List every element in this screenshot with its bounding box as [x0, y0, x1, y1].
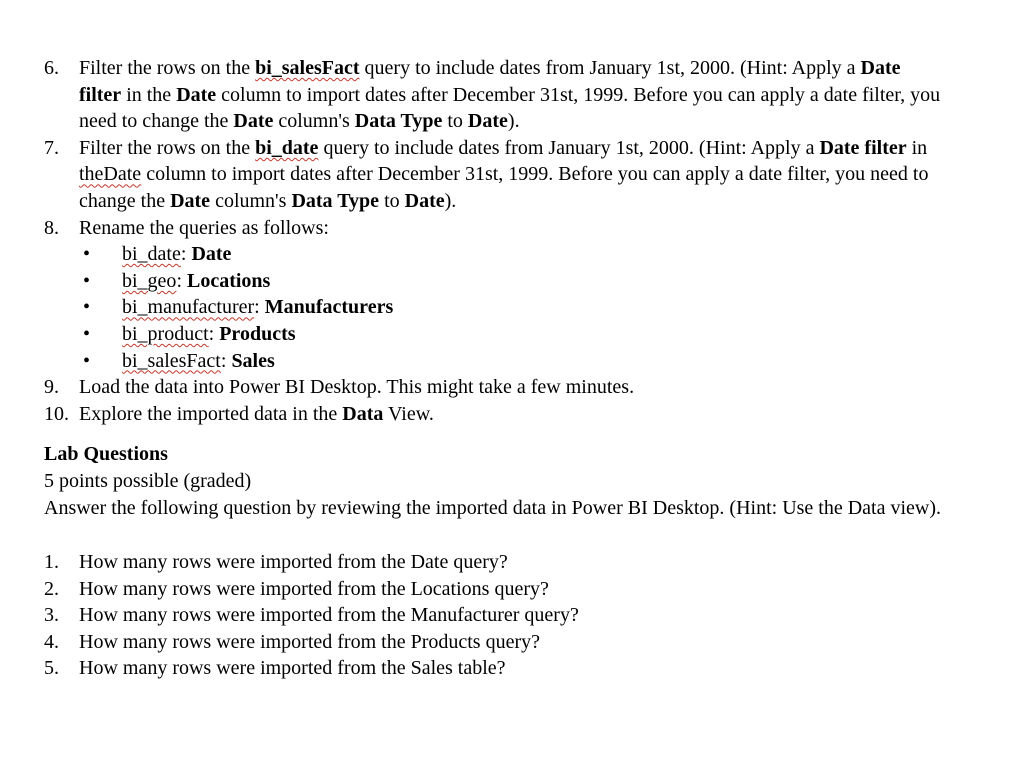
list-item [44, 241, 944, 268]
bold-term: Date filter [79, 57, 901, 106]
step-text: to [442, 110, 468, 133]
question-number: 3. [44, 604, 59, 627]
points-note: 5 points possible (graded) [44, 469, 252, 492]
separator: : [180, 243, 187, 266]
query-name: bi_manufacturer [122, 296, 255, 319]
new-name: Manufacturers [264, 296, 394, 319]
question-5 [44, 655, 944, 682]
bold-term: Data Type [291, 189, 380, 212]
step-10 [44, 401, 944, 428]
question-3 [44, 602, 944, 629]
step-text: in the [121, 83, 177, 106]
separator: : [220, 349, 227, 372]
new-name: Locations [187, 269, 271, 292]
question-number: 4. [44, 630, 59, 653]
step-number: 8. [44, 216, 59, 239]
question-text: How many rows were imported from the Manufacturer query? [79, 604, 579, 627]
new-name: Date [191, 243, 232, 266]
separator: : [176, 269, 182, 292]
step-text: query to include dates from January 1st, 2000. (Hint: Apply a [318, 136, 820, 159]
bold-term: Date [176, 83, 217, 106]
step-text: to [379, 189, 405, 212]
step-text: query to include dates from January 1st, 2000. (Hint: Apply a [359, 57, 861, 79]
step-number: 9. [44, 376, 59, 399]
query-name: bi_date [122, 243, 181, 266]
step-text: column's [273, 110, 355, 133]
separator: : [208, 322, 215, 345]
step-text: ). [444, 189, 457, 212]
step-8 [44, 215, 944, 242]
spacer [44, 521, 944, 549]
list-item [44, 321, 944, 348]
query-name: bi_salesFact [122, 349, 221, 372]
step-6 [44, 55, 944, 135]
question-1 [44, 549, 944, 576]
question-text: How many rows were imported from the Products query? [79, 630, 540, 653]
spacer [44, 427, 944, 441]
question-number: 1. [44, 551, 59, 574]
step-text: View. [383, 402, 434, 425]
question-2 [44, 576, 944, 603]
question-4 [44, 629, 944, 656]
step-text: Filter the rows on the [79, 57, 256, 79]
bold-term: Date [233, 110, 274, 133]
query-name: bi_product [122, 322, 209, 345]
list-item [44, 348, 944, 375]
bold-term: Date [170, 189, 211, 212]
step-9 [44, 374, 944, 401]
question-number: 2. [44, 577, 59, 600]
bold-term: Data Type [354, 110, 443, 133]
query-name: bi_date [255, 136, 319, 159]
misspelled-word: theDate [79, 163, 142, 186]
bold-term: Date filter [819, 136, 907, 159]
bold-term: Date [467, 110, 508, 133]
bullet-icon: • [83, 269, 91, 292]
query-name: bi_salesFact [255, 57, 360, 79]
bold-term: Data [342, 402, 384, 425]
step-text: column to import dates after December 31st, 1999. Before you can apply a date filter, you need to change the [79, 163, 929, 212]
bold-term: Date [404, 189, 445, 212]
question-text: How many rows were imported from the Sales table? [79, 657, 506, 680]
list-item [44, 268, 944, 295]
rename-list [44, 241, 944, 374]
question-number: 5. [44, 657, 59, 680]
bullet-icon: • [83, 243, 91, 266]
step-text: Explore the imported data in the [79, 402, 343, 425]
bullet-icon: • [83, 296, 91, 319]
step-text: in [906, 136, 928, 159]
instructions: Answer the following question by reviewing the imported data in Power BI Desktop. (Hint: Use the Data view). [44, 496, 942, 519]
step-text: column to import dates after December 31st, 1999. Before you can apply a date filter, you need to change the [79, 83, 941, 133]
section-heading: Lab Questions [44, 443, 168, 466]
step-number: 10. [44, 402, 69, 425]
question-text: How many rows were imported from the Locations query? [79, 577, 549, 600]
step-number: 6. [44, 57, 59, 79]
question-text: How many rows were imported from the Date query? [79, 551, 508, 574]
step-text: Rename the queries as follows: [79, 216, 329, 239]
step-7 [44, 135, 944, 215]
step-number: 7. [44, 136, 59, 159]
bullet-icon: • [83, 322, 91, 345]
document-page [44, 55, 944, 682]
bullet-icon: • [83, 349, 91, 372]
step-text: ). [507, 110, 520, 133]
step-text: column's [210, 189, 292, 212]
step-text: Load the data into Power BI Desktop. This might take a few minutes. [79, 376, 635, 399]
new-name: Products [219, 322, 296, 345]
list-item [44, 294, 944, 321]
query-name: bi_geo [122, 269, 177, 292]
step-text: Filter the rows on the [79, 136, 256, 159]
new-name: Sales [231, 349, 275, 372]
separator: : [254, 296, 260, 319]
